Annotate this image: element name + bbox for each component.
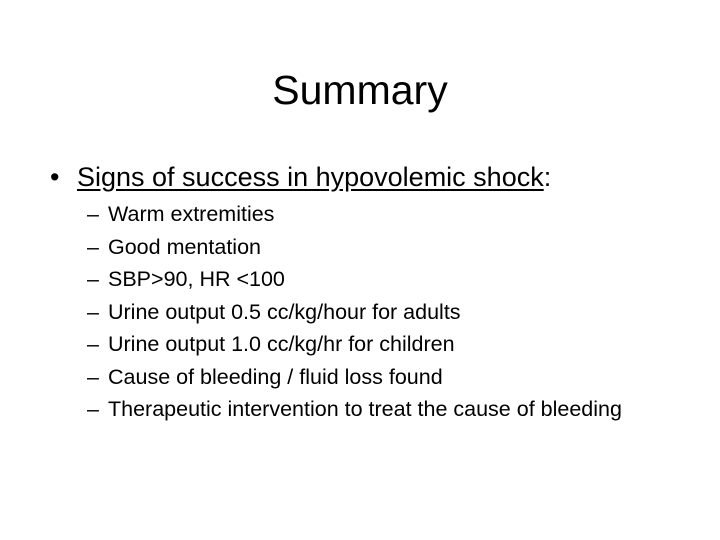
sub-bullet-item (87, 198, 647, 231)
sub-bullet-item (87, 393, 647, 426)
dash-marker: – (87, 364, 99, 389)
sub-bullet-text: SBP>90, HR <100 (108, 267, 285, 291)
sub-bullet-text: Warm extremities (108, 202, 275, 226)
dash-marker: – (87, 234, 99, 259)
sub-bullet-text: Good mentation (108, 234, 261, 259)
sub-bullet-text: Urine output 0.5 cc/kg/hour for adults (108, 299, 461, 324)
sub-bullet-text: Urine output 1.0 cc/kg/hr for children (108, 332, 455, 356)
main-bullet-text: Signs of success in hypovolemic shock (77, 162, 544, 192)
sub-bullet-list (87, 198, 647, 426)
dash-marker: – (87, 299, 99, 324)
bullet-dot: • (50, 162, 60, 192)
sub-bullet-item (87, 296, 647, 329)
dash-marker: – (87, 397, 99, 421)
sub-bullet-item (87, 231, 647, 264)
dash-marker: – (87, 202, 99, 226)
sub-bullet-text: Therapeutic intervention to treat the cause of bleeding (108, 397, 622, 421)
slide-title: Summary (272, 67, 448, 113)
sub-bullet-item (87, 263, 647, 296)
dash-marker: – (87, 267, 99, 291)
sub-bullet-text: Cause of bleeding / fluid loss found (108, 364, 443, 389)
sub-bullet-item (87, 361, 647, 394)
main-bullet-colon: : (543, 162, 552, 192)
main-bullet (50, 159, 551, 195)
dash-marker: – (87, 332, 99, 356)
sub-bullet-item (87, 328, 647, 361)
